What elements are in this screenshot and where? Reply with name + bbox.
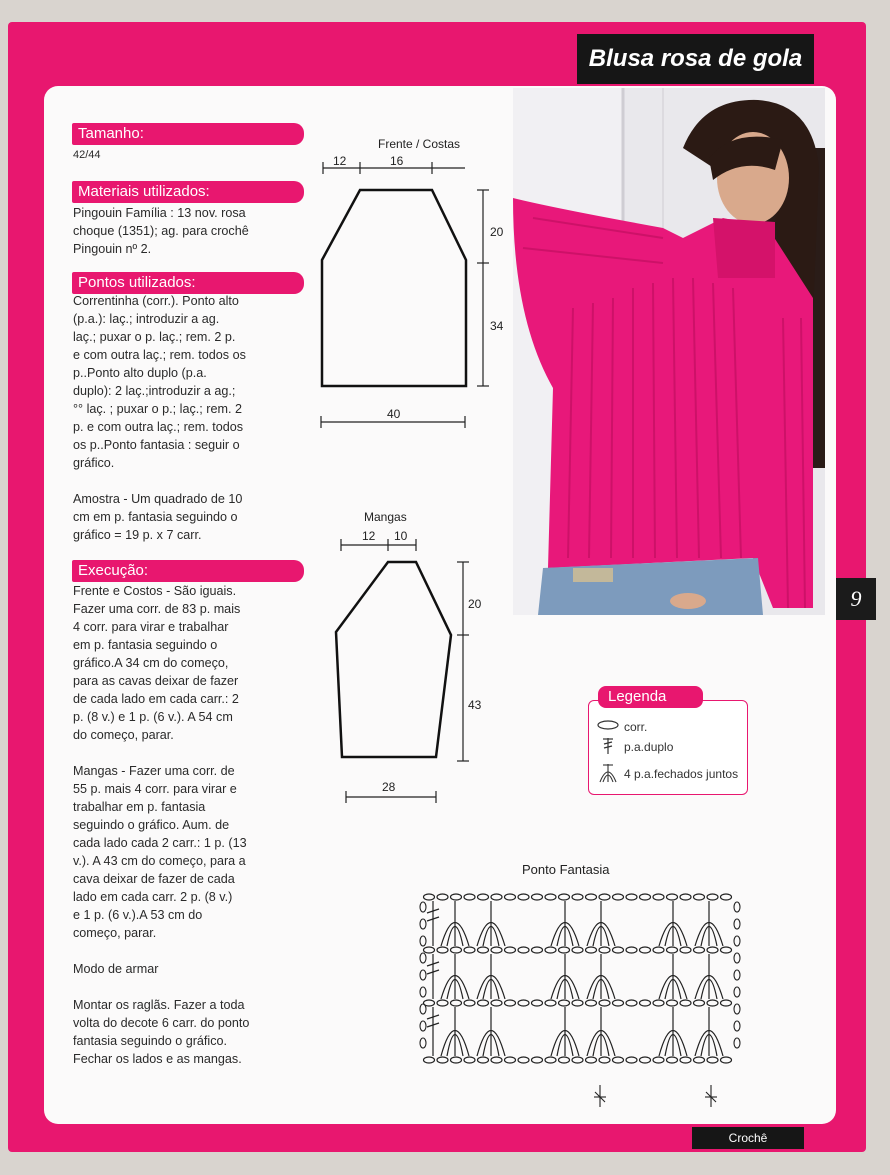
front-back-side-upper: 20 bbox=[490, 225, 504, 239]
page-number: 9 bbox=[836, 578, 876, 620]
chain-stitch bbox=[613, 894, 624, 900]
sleeve-bottom: 28 bbox=[382, 780, 396, 794]
chain-stitch bbox=[424, 947, 435, 953]
stitch-chart-label: Ponto Fantasia bbox=[522, 862, 610, 877]
sleeve-side-upper: 20 bbox=[468, 597, 482, 611]
chain-stitch bbox=[518, 894, 529, 900]
chain-stitch bbox=[559, 1057, 570, 1063]
chain-stitch bbox=[613, 947, 624, 953]
chain-stitch bbox=[734, 936, 740, 946]
chain-stitch bbox=[680, 894, 691, 900]
chain-stitch bbox=[545, 947, 556, 953]
execution-text: Frente e Costos - São iguais. Fazer uma corr. de 83 p. mais 4 corr. para virar e trabalhar em p. fantasia seguindo o gráfico.A 34 cm do começo, para as cavas deixar de fazer de cada lado em cada carr.: 2 p. (8 v.) e 1 p. (6 v.). A 54 cm do começo, parar. Mangas - Fazer uma corr. de 55 p. mais 4 corr. para virar e trabalhar em p. fantasia seguindo o gráfico. Aum. de cada lado cada 2 carr.: 1 p. (13 v.). A 43 cm do começo, para a cava deixar de fazer de cada lado em cada carr. 2 p. (8 v.) e 1 p. (6 v.).A 53 cm do começo, parar. Modo de armar Montar os raglãs. Fazer a toda volta do decote 6 carr. do ponto fantasia seguindo o gráfico. Fechar os lados e as mangas. bbox=[73, 584, 250, 1066]
chain-stitch bbox=[626, 1000, 637, 1006]
chain-stitch bbox=[491, 1000, 502, 1006]
legend-label-chain: corr. bbox=[624, 720, 648, 734]
chain-stitch bbox=[478, 894, 489, 900]
chain-stitch bbox=[707, 894, 718, 900]
chain-stitch bbox=[491, 947, 502, 953]
chain-stitch bbox=[707, 1057, 718, 1063]
chain-stitch bbox=[613, 1000, 624, 1006]
sleeve-top-a: 12 bbox=[362, 529, 376, 543]
chain-stitch bbox=[559, 894, 570, 900]
chain-stitch bbox=[545, 1000, 556, 1006]
chain-stitch bbox=[734, 987, 740, 997]
chain-stitch bbox=[572, 1057, 583, 1063]
chain-stitch bbox=[667, 1000, 678, 1006]
front-back-label: Frente / Costas bbox=[378, 137, 461, 151]
chain-stitch bbox=[559, 1000, 570, 1006]
sleeve-side-lower: 43 bbox=[468, 698, 482, 712]
front-back-schematic bbox=[310, 130, 510, 440]
chain-stitch bbox=[586, 894, 597, 900]
chain-stitch bbox=[680, 947, 691, 953]
chain-stitch bbox=[437, 947, 448, 953]
chain-stitch bbox=[518, 947, 529, 953]
chain-stitch bbox=[653, 947, 664, 953]
chain-stitch bbox=[451, 1000, 462, 1006]
chain-stitch bbox=[586, 1057, 597, 1063]
front-back-top-b: 16 bbox=[390, 154, 404, 168]
front-back-bottom: 40 bbox=[387, 407, 401, 421]
chain-stitch bbox=[464, 1000, 475, 1006]
chain-stitch bbox=[464, 1057, 475, 1063]
materials-text: Pingouin Família : 13 nov. rosa choque (1351); ag. para crochê Pingouin nº 2. bbox=[73, 206, 249, 256]
legend-label-cluster: 4 p.a.fechados juntos bbox=[624, 767, 739, 781]
chain-stitch bbox=[613, 1057, 624, 1063]
front-back-side-lower: 34 bbox=[490, 319, 504, 333]
chain-stitch bbox=[505, 1057, 516, 1063]
chain-stitch bbox=[532, 947, 543, 953]
double-crochet-icon bbox=[596, 736, 620, 756]
execution-heading: Execução: bbox=[72, 560, 304, 582]
chain-stitch bbox=[532, 1057, 543, 1063]
chain-stitch bbox=[420, 919, 426, 929]
sleeve-label: Mangas bbox=[364, 510, 407, 524]
chain-stitch bbox=[734, 1004, 740, 1014]
chain-stitch bbox=[420, 1004, 426, 1014]
sleeve-top-b: 10 bbox=[394, 529, 408, 543]
footer-label: Crochê bbox=[692, 1127, 804, 1149]
chain-stitch bbox=[721, 1000, 732, 1006]
chain-stitch bbox=[734, 1038, 740, 1048]
chain-stitch bbox=[707, 1000, 718, 1006]
chain-stitch bbox=[420, 953, 426, 963]
chain-stitch bbox=[478, 947, 489, 953]
chain-stitch bbox=[599, 894, 610, 900]
chain-stitch bbox=[626, 894, 637, 900]
stitches-text: Correntinha (corr.). Ponto alto (p.a.): laç.; introduzir a ag. laç.; puxar o p. laç.; rem. 2 p. e com outra laç.; rem. todos os p..Ponto alto duplo (p.a. duplo): 2 laç.;introduzir a ag.; °° laç. ; puxar o p.; laç.; rem. 2 p. e com outra laç.; rem. todos os p..Ponto fantasia : seguir o gráfico. Amostra - Um quadrado de 10 cm em p. fantasia seguindo o gráfico = 19 p. x 7 carr. bbox=[73, 294, 246, 542]
chain-stitch bbox=[734, 953, 740, 963]
chain-stitch bbox=[734, 919, 740, 929]
chain-stitch bbox=[437, 894, 448, 900]
chain-stitch bbox=[653, 1000, 664, 1006]
chain-stitch bbox=[420, 1021, 426, 1031]
sleeve-shape bbox=[336, 562, 451, 757]
chain-stitch bbox=[626, 1057, 637, 1063]
chain-stitch bbox=[420, 987, 426, 997]
chain-stitch bbox=[420, 970, 426, 980]
materials-heading: Materiais utilizados: bbox=[72, 181, 304, 203]
chain-stitch bbox=[451, 947, 462, 953]
chain-stitch bbox=[626, 947, 637, 953]
sleeve-schematic bbox=[330, 505, 510, 810]
size-heading: Tamanho: bbox=[72, 123, 304, 145]
chain-stitch bbox=[599, 1057, 610, 1063]
chain-stitch bbox=[653, 1057, 664, 1063]
chain-stitch bbox=[491, 894, 502, 900]
chain-stitch bbox=[640, 947, 651, 953]
chain-stitch bbox=[420, 902, 426, 912]
chain-stitch bbox=[694, 947, 705, 953]
chain-oval-icon bbox=[596, 718, 620, 732]
chain-stitch bbox=[532, 1000, 543, 1006]
chain-stitch bbox=[640, 1000, 651, 1006]
stitches-heading: Pontos utilizados: bbox=[72, 272, 304, 294]
chain-stitch bbox=[424, 894, 435, 900]
chain-stitch bbox=[680, 1057, 691, 1063]
chain-stitch bbox=[505, 947, 516, 953]
chain-stitch bbox=[572, 947, 583, 953]
chain-stitch bbox=[667, 1057, 678, 1063]
chain-stitch bbox=[559, 947, 570, 953]
chain-stitch bbox=[437, 1000, 448, 1006]
chain-stitch bbox=[694, 894, 705, 900]
chain-stitch bbox=[451, 1057, 462, 1063]
front-back-shape bbox=[322, 190, 466, 386]
chain-stitch bbox=[464, 947, 475, 953]
chain-stitch bbox=[599, 947, 610, 953]
chain-stitch bbox=[599, 1000, 610, 1006]
chain-stitch bbox=[505, 1000, 516, 1006]
page-title: Blusa rosa de gola bbox=[577, 34, 814, 84]
chain-stitch bbox=[451, 894, 462, 900]
chain-stitch bbox=[586, 1000, 597, 1006]
chain-stitch bbox=[518, 1000, 529, 1006]
chain-stitch bbox=[532, 894, 543, 900]
chain-stitch bbox=[680, 1000, 691, 1006]
chain-stitch bbox=[721, 947, 732, 953]
chain-stitch bbox=[721, 1057, 732, 1063]
chain-stitch bbox=[478, 1057, 489, 1063]
legend-label-double: p.a.duplo bbox=[624, 740, 674, 754]
chain-stitch bbox=[420, 936, 426, 946]
chain-stitch bbox=[424, 1057, 435, 1063]
chain-stitch bbox=[640, 1057, 651, 1063]
chain-stitch bbox=[491, 1057, 502, 1063]
chain-stitch bbox=[694, 1057, 705, 1063]
chain-stitch bbox=[734, 1021, 740, 1031]
chain-stitch bbox=[721, 894, 732, 900]
chain-stitch bbox=[545, 894, 556, 900]
chain-stitch bbox=[667, 947, 678, 953]
chain-stitch bbox=[653, 894, 664, 900]
chain-stitch bbox=[667, 894, 678, 900]
chain-stitch bbox=[545, 1057, 556, 1063]
chain-stitch bbox=[640, 894, 651, 900]
chain-stitch bbox=[694, 1000, 705, 1006]
chain-stitch bbox=[505, 894, 516, 900]
chain-stitch bbox=[464, 894, 475, 900]
legend-title: Legenda bbox=[598, 686, 703, 708]
chain-stitch bbox=[707, 947, 718, 953]
chain-stitch bbox=[572, 1000, 583, 1006]
front-back-top-a: 12 bbox=[333, 154, 347, 168]
stitch-chart bbox=[415, 885, 755, 1110]
cluster-icon bbox=[596, 762, 620, 784]
chain-stitch bbox=[734, 970, 740, 980]
chain-stitch bbox=[572, 894, 583, 900]
chain-stitch bbox=[586, 947, 597, 953]
chain-stitch bbox=[478, 1000, 489, 1006]
model-photo bbox=[513, 88, 825, 615]
chain-stitch bbox=[437, 1057, 448, 1063]
chain-stitch bbox=[518, 1057, 529, 1063]
size-text: 42/44 bbox=[73, 149, 101, 161]
chain-stitch bbox=[734, 902, 740, 912]
chain-stitch bbox=[420, 1038, 426, 1048]
